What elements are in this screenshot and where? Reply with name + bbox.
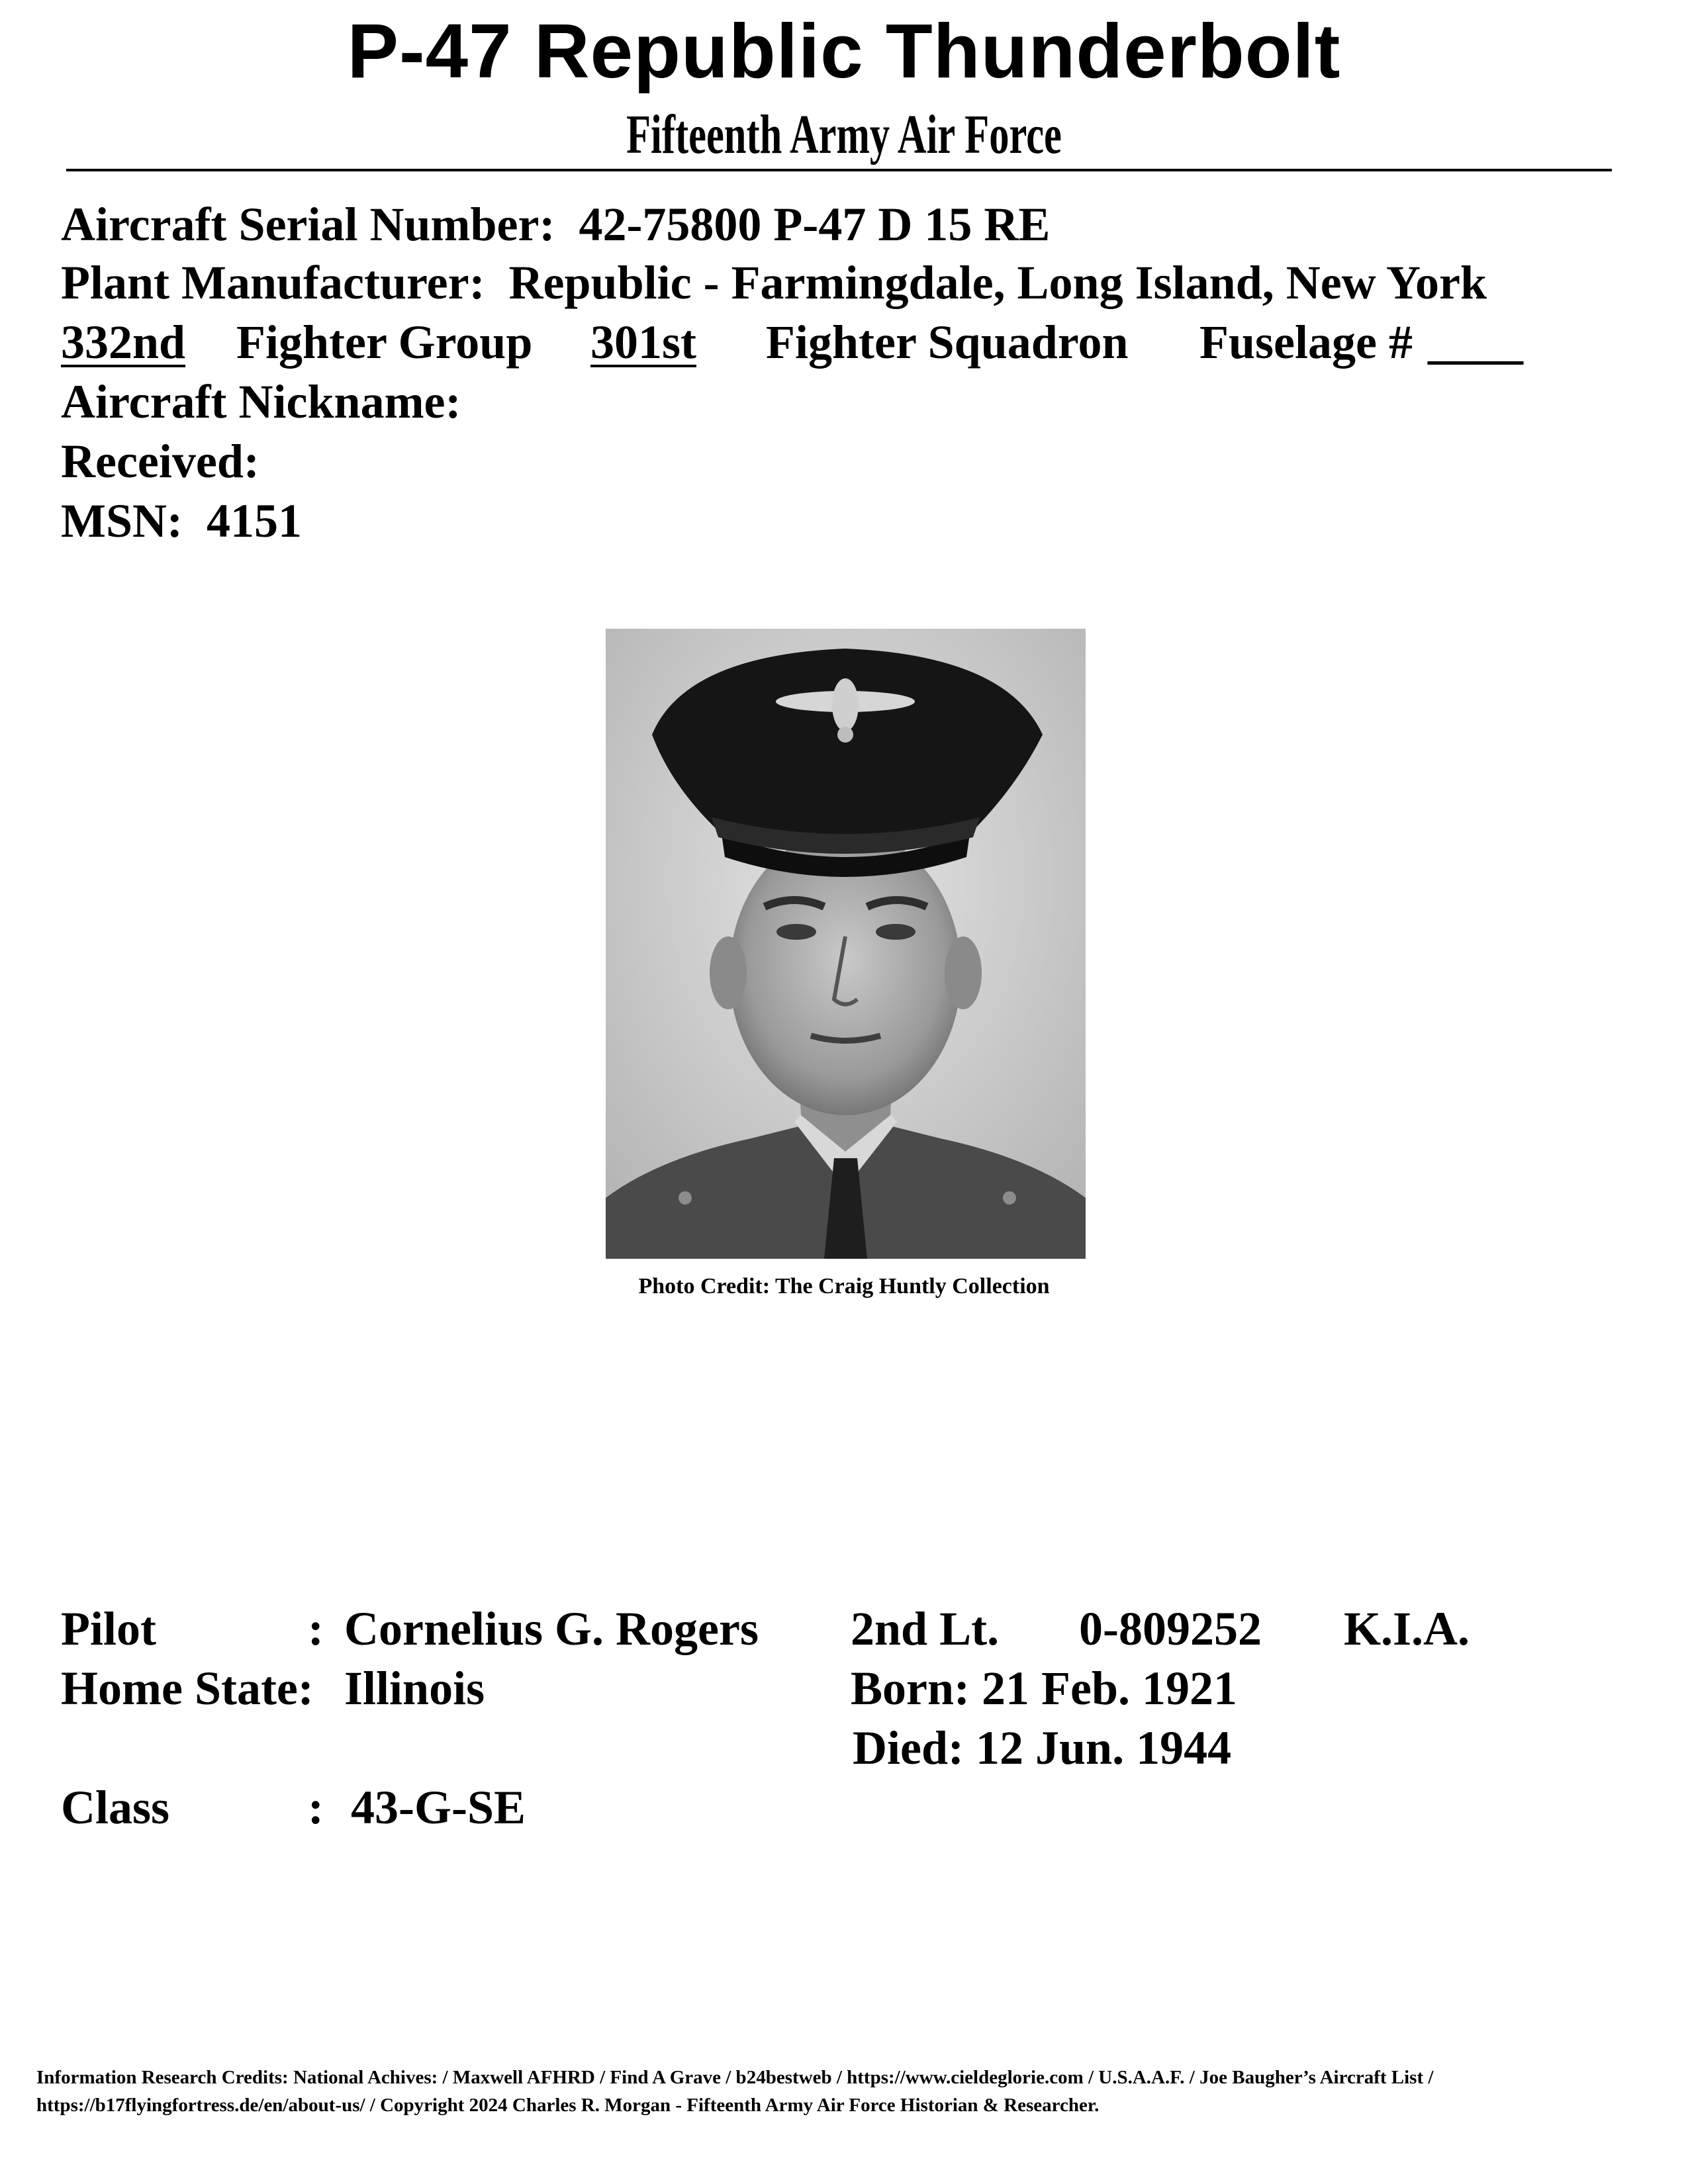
- class-value: 43-G-SE: [351, 1781, 526, 1834]
- manufacturer-row: [61, 255, 1487, 310]
- manufacturer-label: Plant Manufacturer:: [61, 256, 485, 309]
- class-label: Class: [61, 1781, 170, 1834]
- born-date: Born: 21 Feb. 1921: [851, 1662, 1237, 1715]
- serial-value: 42-75800 P-47 D 15 RE: [579, 198, 1051, 251]
- pilot-portrait: [606, 629, 1086, 1259]
- msn-value: 4151: [206, 494, 302, 547]
- serial-row: [61, 197, 1050, 252]
- died-date: Died: 12 Jun. 1944: [853, 1721, 1232, 1774]
- home-state-value: Illinois: [344, 1662, 485, 1715]
- portrait-image: [606, 629, 1086, 1259]
- squadron-label: Fighter Squadron: [766, 316, 1129, 369]
- footer-credits-line-1: Information Research Credits: National Achives: / Maxwell AFHRD / Find A Grave / b24bestweb / https://www.cieldeglorie.com / U.S.A.A.F. / Joe Baugher’s Aircraft List /: [36, 2067, 1434, 2088]
- group-number: 332nd: [61, 316, 186, 369]
- serial-label: Aircraft Serial Number:: [61, 198, 555, 251]
- footer-credits-line-2: https://b17flyingfortress.de/en/about-us/ / Copyright 2024 Charles R. Morgan - Fifteenth Army Air Force Historian & Researcher.: [36, 2095, 1100, 2116]
- page-title: P-47 Republic Thunderbolt: [347, 8, 1341, 94]
- pilot-label: Pilot: [61, 1602, 156, 1655]
- pilot-name: Cornelius G. Rogers: [344, 1602, 759, 1655]
- class-colon: :: [308, 1781, 324, 1834]
- msn-row: [61, 494, 302, 549]
- pilot-colon: :: [308, 1602, 324, 1655]
- msn-label: MSN:: [61, 494, 183, 547]
- manufacturer-value: Republic - Farmingdale, Long Island, New York: [508, 256, 1487, 309]
- pilot-status: K.I.A.: [1344, 1602, 1470, 1655]
- received-label: Received:: [61, 435, 259, 488]
- pilot-rank: 2nd Lt.: [851, 1602, 1000, 1655]
- header-divider: [66, 169, 1612, 171]
- fuselage-value: ____: [1428, 316, 1523, 369]
- group-label: Fighter Group: [236, 316, 533, 369]
- photo-credit: Photo Credit: The Craig Huntly Collection: [638, 1274, 1050, 1298]
- fuselage-label: Fuselage #: [1199, 316, 1413, 369]
- pilot-service-number: 0-809252: [1079, 1602, 1262, 1655]
- home-state-label: Home State:: [61, 1662, 314, 1715]
- page-subtitle: Fifteenth Army Air Force: [626, 104, 1062, 165]
- nickname-label: Aircraft Nickname:: [61, 375, 461, 428]
- squadron-number: 301st: [590, 316, 696, 369]
